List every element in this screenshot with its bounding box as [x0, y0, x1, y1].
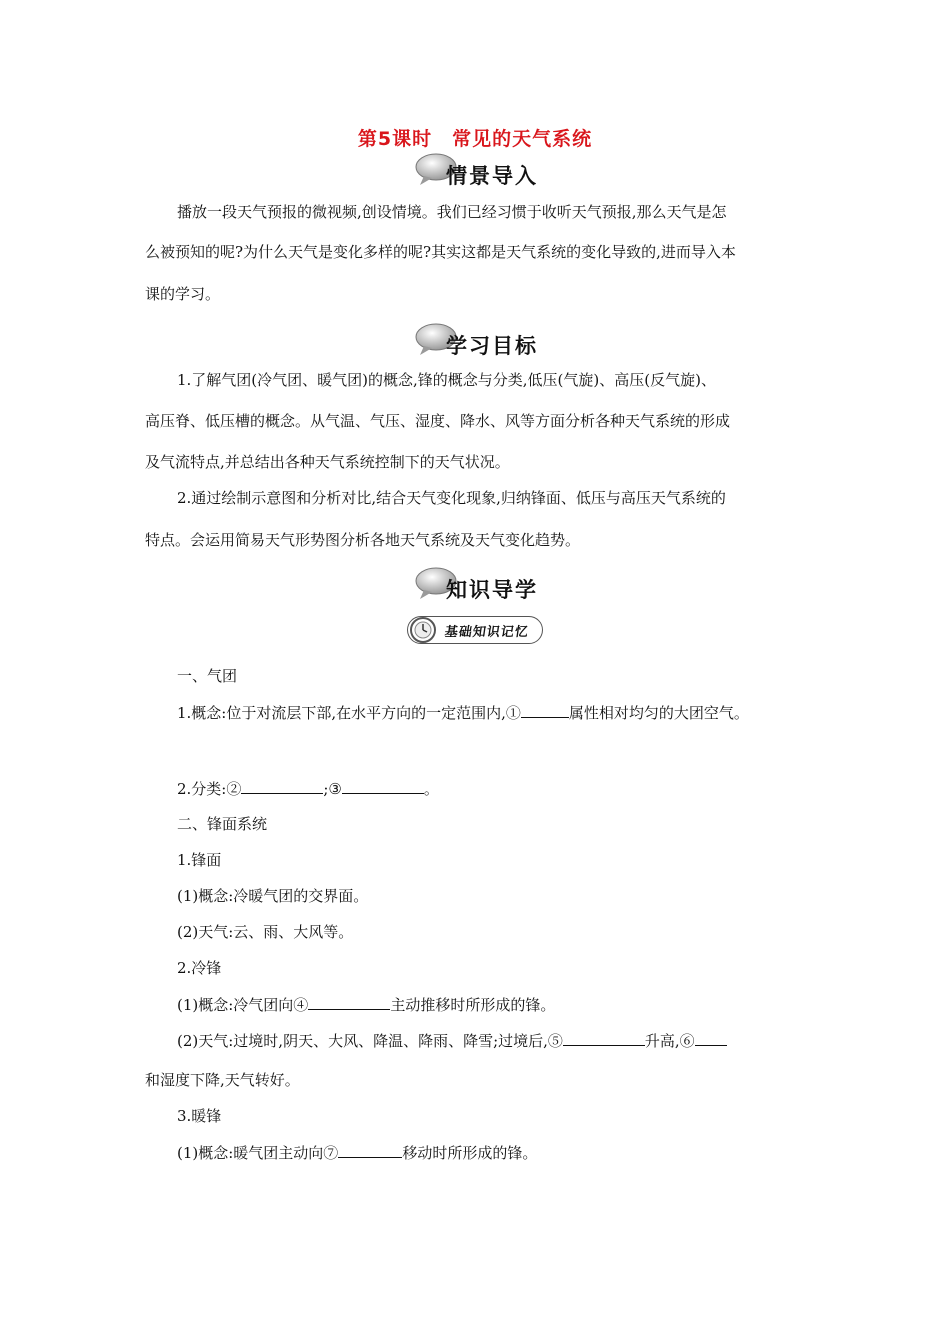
front-weather: (2)天气:云、雨、大风等。: [177, 923, 354, 941]
paragraph-line: 特点。会运用简易天气形势图分析各地天气系统及天气变化趋势。: [145, 531, 581, 549]
blank-3: [342, 778, 424, 794]
heading-front: 1.锋面: [177, 851, 222, 869]
subsection-badge-basics: [407, 614, 543, 644]
section-heading-scenario: 情景导入: [446, 164, 538, 188]
page-title: 第5课时 常见的天气系统: [357, 128, 593, 150]
warm-front-concept: [177, 1142, 537, 1163]
cold-front-weather: [177, 1030, 727, 1051]
heading-air-mass: 一、气团: [177, 667, 238, 685]
blank-6: [695, 1030, 727, 1046]
concept-text: 1.概念:位于对流层下部,在水平方向的一定范围内,①: [177, 704, 521, 722]
paragraph-line: 1.了解气团(冷气团、暖气团)的概念,锋的概念与分类,低压(气旋)、高压(反气旋)、: [177, 371, 716, 389]
blank-7: [338, 1142, 402, 1158]
front-concept: (1)概念:冷暖气团的交界面。: [177, 887, 369, 905]
paragraph-line: 高压脊、低压槽的概念。从气温、气压、湿度、降水、风等方面分析各种天气系统的形成: [145, 412, 731, 430]
section-heading-knowledge: 知识导学: [446, 578, 538, 602]
warm-concept-text: 移动时所形成的锋。: [402, 1144, 538, 1162]
cold-weather-text: 升高,⑥: [644, 1032, 695, 1050]
paragraph-line: 么被预知的呢?为什么天气是变化多样的呢?其实这都是天气系统的变化导致的,进而导入本: [145, 243, 736, 261]
cold-front-concept: [177, 994, 555, 1015]
heading-warm-front: 3.暖锋: [177, 1107, 222, 1125]
blank-4: [308, 994, 390, 1010]
heading-cold-front: 2.冷锋: [177, 959, 222, 977]
classification-text: 。: [423, 780, 439, 798]
classification-text: ;③: [323, 780, 342, 798]
cold-concept-text: (1)概念:冷气团向④: [177, 996, 309, 1014]
subsection-heading: 基础知识记忆: [443, 625, 530, 640]
classification-line: [177, 778, 439, 799]
section-badge-knowledge: [414, 566, 544, 606]
concept-line: [177, 702, 749, 723]
blank-1: [521, 702, 569, 718]
heading-front-system: 二、锋面系统: [177, 815, 268, 833]
blank-5: [563, 1030, 645, 1046]
section-badge-scenario: [414, 152, 544, 192]
classification-text: 2.分类:②: [177, 780, 242, 798]
concept-text: 属性相对均匀的大团空气。: [568, 704, 749, 722]
clock-icon: [409, 616, 437, 644]
blank-2: [241, 778, 323, 794]
cold-concept-text: 主动推移时所形成的锋。: [390, 996, 556, 1014]
cold-front-weather-cont: 和湿度下降,天气转好。: [145, 1071, 300, 1089]
section-badge-objectives: [414, 322, 544, 362]
section-heading-objectives: 学习目标: [446, 334, 538, 358]
paragraph-line: 2.通过绘制示意图和分析对比,结合天气变化现象,归纳锋面、低压与高压天气系统的: [177, 489, 726, 507]
cold-weather-text: (2)天气:过境时,阴天、大风、降温、降雨、降雪;过境后,⑤: [177, 1032, 563, 1050]
warm-concept-text: (1)概念:暖气团主动向⑦: [177, 1144, 339, 1162]
paragraph-line: 及气流特点,并总结出各种天气系统控制下的天气状况。: [145, 453, 510, 471]
paragraph-line: 播放一段天气预报的微视频,创设情境。我们已经习惯于收听天气预报,那么天气是怎: [177, 203, 727, 221]
paragraph-line: 课的学习。: [145, 285, 221, 303]
